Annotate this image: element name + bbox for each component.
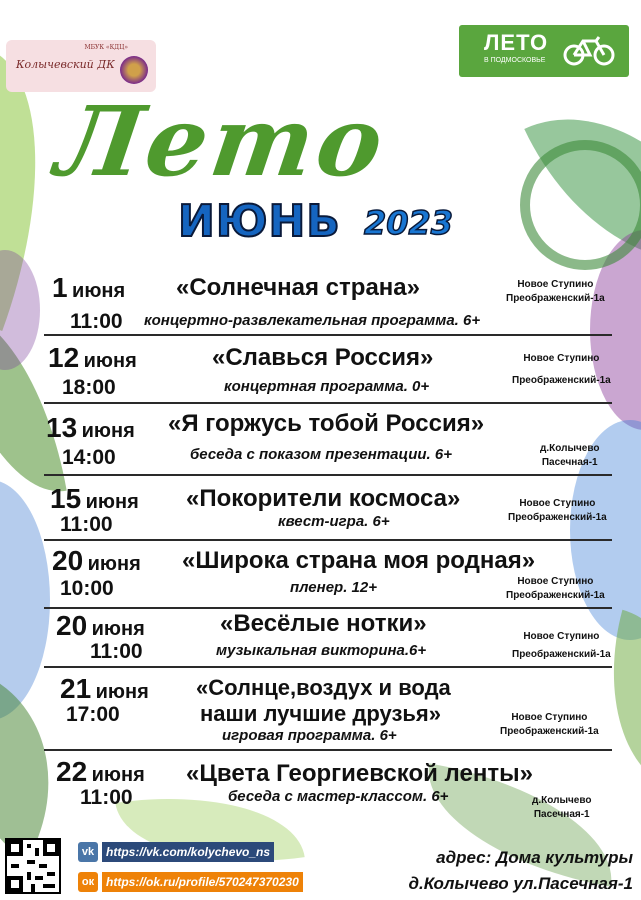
event-time: 17:00 — [66, 703, 120, 726]
event-location-line1: д.Колычево — [540, 443, 600, 454]
event-day: 22 — [56, 756, 88, 787]
event-time: 10:00 — [60, 577, 114, 600]
badge-title: ЛЕТО — [484, 30, 549, 55]
event-date — [48, 342, 137, 374]
event-title: «Я горжусь тобой Россия» — [168, 410, 485, 437]
event-month: июня — [87, 553, 141, 575]
address-line-2: д.Колычево ул.Пасечная-1 — [408, 874, 633, 893]
event-location — [506, 278, 605, 306]
event-location-line2: Преображенский-1а — [508, 512, 607, 523]
divider — [44, 402, 612, 404]
event-location-line1: д.Колычево — [532, 795, 592, 806]
bicycle-icon — [563, 35, 615, 67]
odnoklassniki-icon: ок — [78, 872, 98, 892]
event-title: «Солнечная страна» — [176, 274, 420, 301]
event-location — [540, 442, 599, 470]
event-day: 13 — [46, 412, 78, 443]
divider — [44, 539, 612, 541]
event-title: «Покорители космоса» — [186, 485, 461, 512]
event-location-line2: Преображенский-1а — [506, 590, 605, 601]
event-title: «Цвета Георгиевской ленты» — [186, 760, 533, 787]
event-date — [56, 610, 145, 642]
event-date — [50, 483, 139, 515]
address-line-1: адрес: Дома культуры — [436, 848, 633, 867]
event-location-line2: Преображенский-1а — [512, 649, 611, 660]
event-month: июня — [83, 350, 137, 372]
event-month: июня — [91, 618, 145, 640]
event-time: 11:00 — [60, 513, 113, 536]
event-location-line2: Преображенский-1а — [512, 375, 611, 386]
event-title-line2: наши лучшие друзья» — [200, 701, 441, 726]
qr-code[interactable] — [5, 838, 61, 894]
event-title: «Весёлые нотки» — [220, 610, 427, 637]
event-description: беседа с показом презентации. 6+ — [190, 446, 452, 463]
event-title: «Солнце,воздух и вода — [196, 675, 451, 700]
event-location-line1: Новое Ступино — [523, 353, 600, 364]
event-location-line2: Пасечная-1 — [533, 809, 590, 820]
event-location-line2: Преображенский-1а — [500, 726, 599, 737]
badge-subtitle: В ПОДМОСКОВЬЕ — [484, 57, 546, 64]
divider — [44, 474, 612, 476]
event-day: 20 — [56, 610, 88, 641]
event-title: «Широка страна моя родная» — [182, 547, 536, 574]
event-date — [46, 412, 135, 444]
ok-url[interactable]: https://ok.ru/profile/570247370230 — [102, 872, 303, 892]
event-location — [512, 628, 611, 664]
event-location-line2: Преображенский-1а — [506, 293, 605, 304]
logo-abbreviation: МБУК «КДЦ» — [84, 44, 128, 51]
event-location — [532, 794, 591, 822]
event-description: беседа с мастер-классом. 6+ — [228, 788, 449, 805]
event-day: 12 — [48, 342, 80, 373]
event-date — [56, 756, 145, 788]
event-date — [52, 272, 125, 304]
month-heading: ИЮНЬ — [178, 196, 341, 247]
event-description: пленер. 12+ — [290, 579, 377, 596]
event-day: 15 — [50, 483, 82, 514]
event-location — [506, 575, 605, 603]
event-time: 14:00 — [62, 446, 116, 469]
logo-name: Колычевский ДК — [16, 58, 115, 71]
event-month: июня — [81, 420, 135, 442]
event-location — [512, 348, 611, 392]
event-location-line1: Новое Ступино — [519, 498, 596, 509]
divider — [44, 666, 612, 668]
event-time: 11:00 — [80, 786, 133, 809]
script-title: Лето — [50, 85, 394, 198]
event-day: 20 — [52, 545, 84, 576]
event-time: 11:00 — [90, 640, 143, 663]
leto-v-podmoskovye-badge — [459, 25, 629, 77]
event-month: июня — [95, 681, 149, 703]
emblem-icon — [120, 56, 148, 84]
divider — [44, 334, 612, 336]
event-location — [508, 497, 607, 525]
event-title: «Славься Россия» — [212, 344, 434, 371]
event-time: 11:00 — [70, 310, 123, 333]
event-description: концертная программа. 0+ — [224, 378, 430, 395]
event-day: 1 — [52, 272, 68, 303]
event-location-line2: Пасечная-1 — [541, 457, 598, 468]
vk-icon: vk — [78, 842, 98, 862]
event-month: июня — [72, 280, 126, 302]
qr-code-icon — [7, 840, 59, 892]
event-description: игровая программа. 6+ — [222, 727, 397, 744]
event-month: июня — [85, 491, 139, 513]
event-month: июня — [91, 764, 145, 786]
event-date — [52, 545, 141, 577]
event-location-line1: Новое Ступино — [511, 712, 588, 723]
event-location-line1: Новое Ступино — [517, 279, 594, 290]
event-description: музыкальная викторина.6+ — [216, 642, 427, 659]
event-description: квест-игра. 6+ — [278, 513, 390, 530]
divider — [44, 607, 612, 609]
event-time: 18:00 — [62, 376, 116, 399]
event-day: 21 — [60, 673, 92, 704]
year-heading: 2023 — [364, 204, 454, 242]
event-description: концертно-развлекательная программа. 6+ — [144, 312, 481, 329]
event-date — [60, 673, 149, 705]
event-location — [500, 711, 599, 739]
event-location-line1: Новое Ступино — [517, 576, 594, 587]
event-location-line1: Новое Ступино — [523, 631, 600, 642]
divider — [44, 749, 612, 751]
vk-url[interactable]: https://vk.com/kolychevo_ns — [102, 842, 274, 862]
